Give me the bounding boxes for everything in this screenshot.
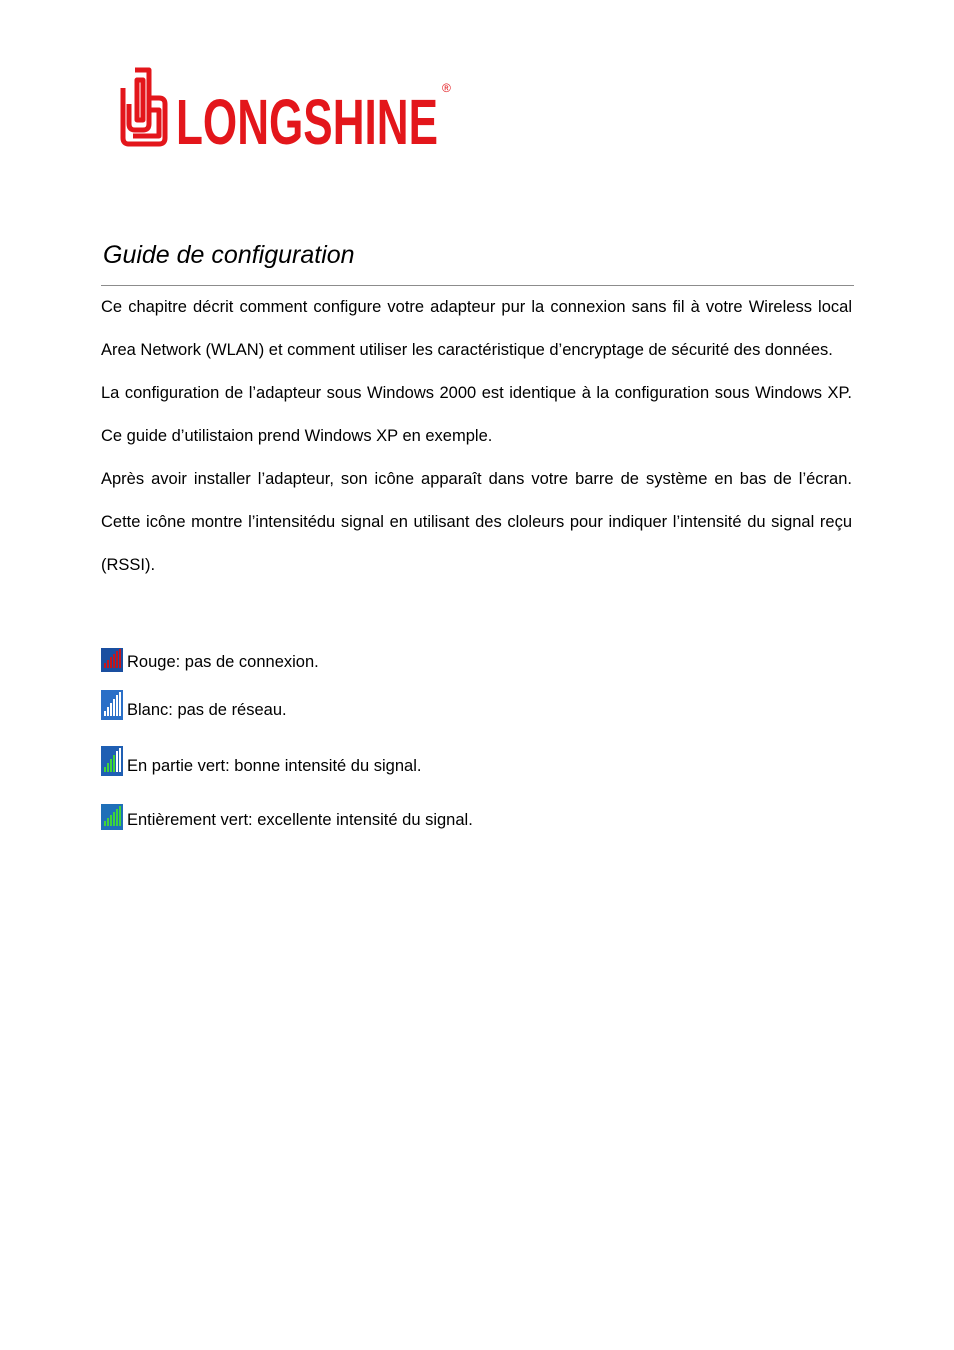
brand-wordmark: LONGSHINE — [176, 86, 438, 148]
longshine-logo — [113, 66, 458, 148]
legend-item-partial-green — [101, 744, 421, 776]
signal-full-green-icon — [101, 804, 123, 830]
legend-item-full-green — [101, 798, 473, 830]
legend-label: Rouge: pas de connexion. — [127, 653, 319, 671]
legend-label: Entièrement vert: excellente intensité du signal. — [127, 811, 473, 829]
signal-partial-green-icon — [101, 746, 123, 776]
registered-mark: ® — [442, 81, 451, 95]
legend-item-white — [101, 688, 287, 720]
signal-red-icon — [101, 648, 123, 672]
page-title: Guide de configuration — [103, 241, 355, 269]
legend-item-red — [101, 640, 319, 672]
paragraph-icon: Après avoir installer l’adapteur, son icône apparaît dans votre barre de système en bas de l’écran. Cette icône montre l’intensitédu signal en utilisant des cloleurs pour indiquer l’intensité du signal reçu (RSSI). — [101, 470, 852, 574]
legend-label: Blanc: pas de réseau. — [127, 701, 287, 719]
legend-label: En partie vert: bonne intensité du signal. — [127, 757, 422, 775]
document-body — [101, 286, 852, 587]
signal-white-icon — [101, 690, 123, 720]
paragraph-windows: La configuration de l’adapteur sous Windows 2000 est identique à la configuration sous Windows XP. Ce guide d’utilistaion prend Windows XP en exemple. — [101, 384, 852, 445]
paragraph-intro: Ce chapitre décrit comment configure votre adapteur pur la connexion sans fil à votre Wireless local Area Network (WLAN) et comment utiliser les caractéristique d’encryptage de sécurité des données. — [101, 298, 852, 359]
